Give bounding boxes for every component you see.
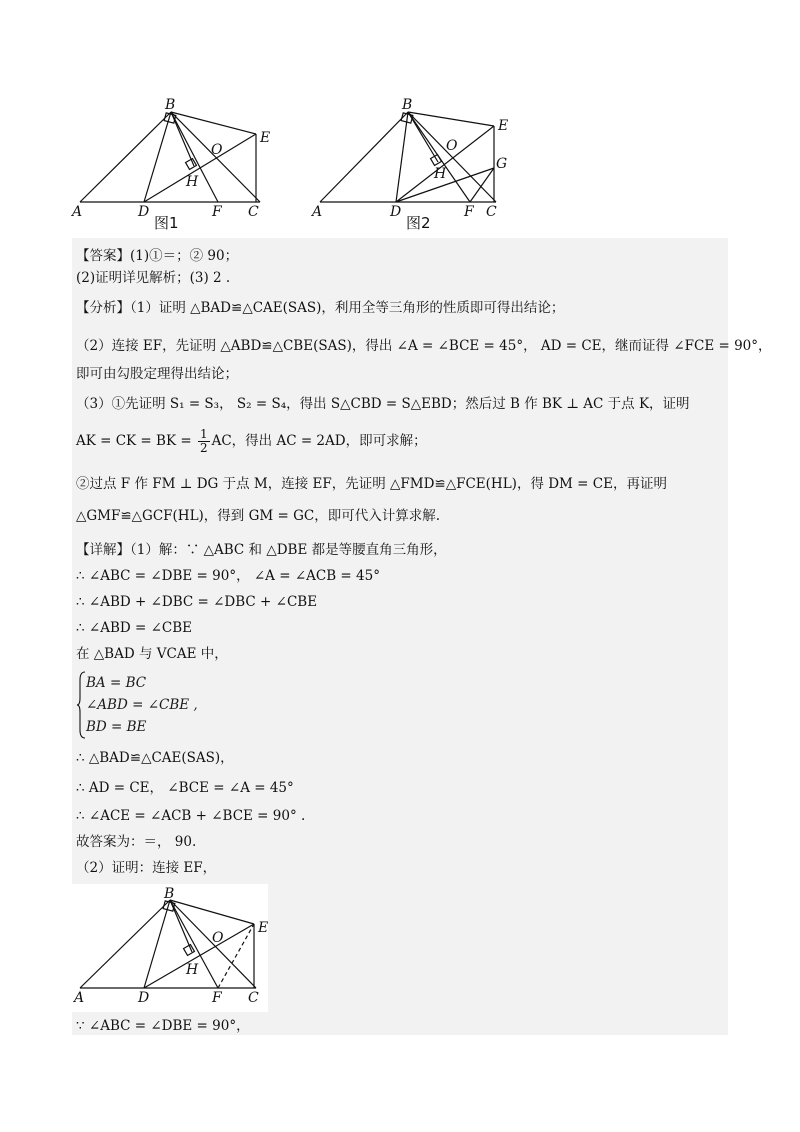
fig1-label-B: B bbox=[165, 97, 176, 113]
detail-line-3: ∴ ∠ABD + ∠DBC = ∠DBC + ∠CBE bbox=[76, 594, 318, 610]
figure-2-caption: 图2 bbox=[406, 214, 431, 232]
fig2-label-E: E bbox=[498, 118, 509, 134]
fig2-label-D: D bbox=[390, 204, 402, 220]
fig2-label-A: A bbox=[312, 204, 323, 220]
fraction-denominator: 2 bbox=[199, 441, 208, 455]
analysis-line-4: （3）①先证明 S₁ = S₃， S₂ = S₄，得出 S△CBD = S△EBD；然后过 B 作 BK ⊥ AC 于点 K，证明 bbox=[76, 396, 690, 412]
detail-line-5: 在 △BAD 与 VCAE 中， bbox=[76, 646, 228, 662]
analysis-line-6: ②过点 F 作 FM ⊥ DG 于点 M，连接 EF，先证明 △FMD≌△FCE(HL)，得 DM = CE，再证明 bbox=[76, 476, 667, 492]
analysis-line-1: 【分析】（1）证明 △BAD≌△CAE(SAS)，利用全等三角形的性质即可得出结论； bbox=[76, 300, 565, 316]
fig2-label-O: O bbox=[446, 138, 458, 154]
analysis-line-5-end: AC，得出 AC = 2AD，即可求解； bbox=[211, 433, 427, 449]
detail-line-8: ∴ ∠ACE = ∠ACB + ∠BCE = 90° . bbox=[76, 808, 306, 824]
fig3-label-F: F bbox=[212, 990, 222, 1006]
fig1-label-O: O bbox=[211, 142, 223, 158]
fig3-label-D: D bbox=[138, 990, 150, 1006]
fig2-label-B: B bbox=[402, 97, 413, 113]
fig1-label-H: H bbox=[186, 174, 199, 190]
system-brace bbox=[76, 670, 86, 740]
figure-1 bbox=[68, 92, 278, 232]
detail-line-11: ∵ ∠ABC = ∠DBE = 90°， bbox=[76, 1018, 250, 1034]
detail-line-1: 【详解】（1）解：∵ △ABC 和 △DBE 都是等腰直角三角形， bbox=[76, 542, 447, 558]
fig2-label-H: H bbox=[434, 166, 447, 182]
fig1-label-C: C bbox=[248, 204, 259, 220]
figure-2 bbox=[306, 92, 516, 232]
fig2-label-F: F bbox=[464, 204, 474, 220]
fig3-label-H: H bbox=[186, 962, 199, 978]
fig1-label-E: E bbox=[260, 130, 271, 146]
brace-conditions bbox=[86, 672, 198, 738]
fig1-label-D: D bbox=[138, 204, 150, 220]
answer-line-1: 【答案】(1)①＝；② 90； bbox=[76, 248, 239, 264]
analysis-line-3: 即可由勾股定理得出结论； bbox=[76, 366, 238, 382]
fig3-label-O: O bbox=[212, 930, 224, 946]
analysis-line-5 bbox=[76, 426, 427, 456]
figure-1-diagram bbox=[68, 92, 278, 232]
figure-3-diagram bbox=[72, 884, 268, 1012]
detail-line-10: （2）证明：连接 EF， bbox=[76, 860, 217, 876]
analysis-line-7: △GMF≌△GCF(HL)，得到 GM = GC，即可代入计算求解. bbox=[76, 508, 440, 524]
brace-condition-1: BA = BC bbox=[86, 675, 147, 691]
fig3-label-E: E bbox=[258, 920, 268, 936]
fig1-label-A: A bbox=[72, 204, 83, 220]
answer-line-2: (2)证明详见解析；(3) 2 . bbox=[76, 270, 231, 286]
fraction-one-half bbox=[198, 428, 210, 455]
fig1-label-F: F bbox=[212, 204, 222, 220]
detail-line-9: 故答案为：＝， 90. bbox=[76, 834, 197, 850]
detail-line-2: ∴ ∠ABC = ∠DBE = 90°， ∠A = ∠ACB = 45° bbox=[76, 568, 380, 584]
detail-line-6: ∴ △BAD≌△CAE(SAS)， bbox=[76, 750, 234, 766]
fraction-numerator: 1 bbox=[199, 427, 208, 441]
detail-line-7: ∴ AD = CE， ∠BCE = ∠A = 45° bbox=[76, 780, 294, 796]
figure-3 bbox=[72, 884, 268, 1012]
analysis-line-2: （2）连接 EF，先证明 △ABD≌△CBE(SAS)，得出 ∠A = ∠BCE = 45°， AD = CE，继而证得 ∠FCE = 90°， bbox=[76, 338, 772, 354]
fig3-label-C: C bbox=[248, 990, 259, 1006]
brace-condition-3: BD = BE bbox=[86, 719, 147, 735]
analysis-line-5-start: AK = CK = BK = bbox=[76, 433, 196, 449]
figure-1-caption: 图1 bbox=[154, 214, 179, 232]
fig3-label-B: B bbox=[164, 886, 175, 902]
fig2-label-G: G bbox=[496, 156, 508, 172]
fig3-label-A: A bbox=[74, 990, 85, 1006]
figure-2-diagram bbox=[306, 92, 516, 232]
detail-line-4: ∴ ∠ABD = ∠CBE bbox=[76, 620, 192, 636]
fig2-label-C: C bbox=[486, 204, 497, 220]
brace-condition-2: ∠ABD = ∠CBE , bbox=[86, 697, 198, 713]
